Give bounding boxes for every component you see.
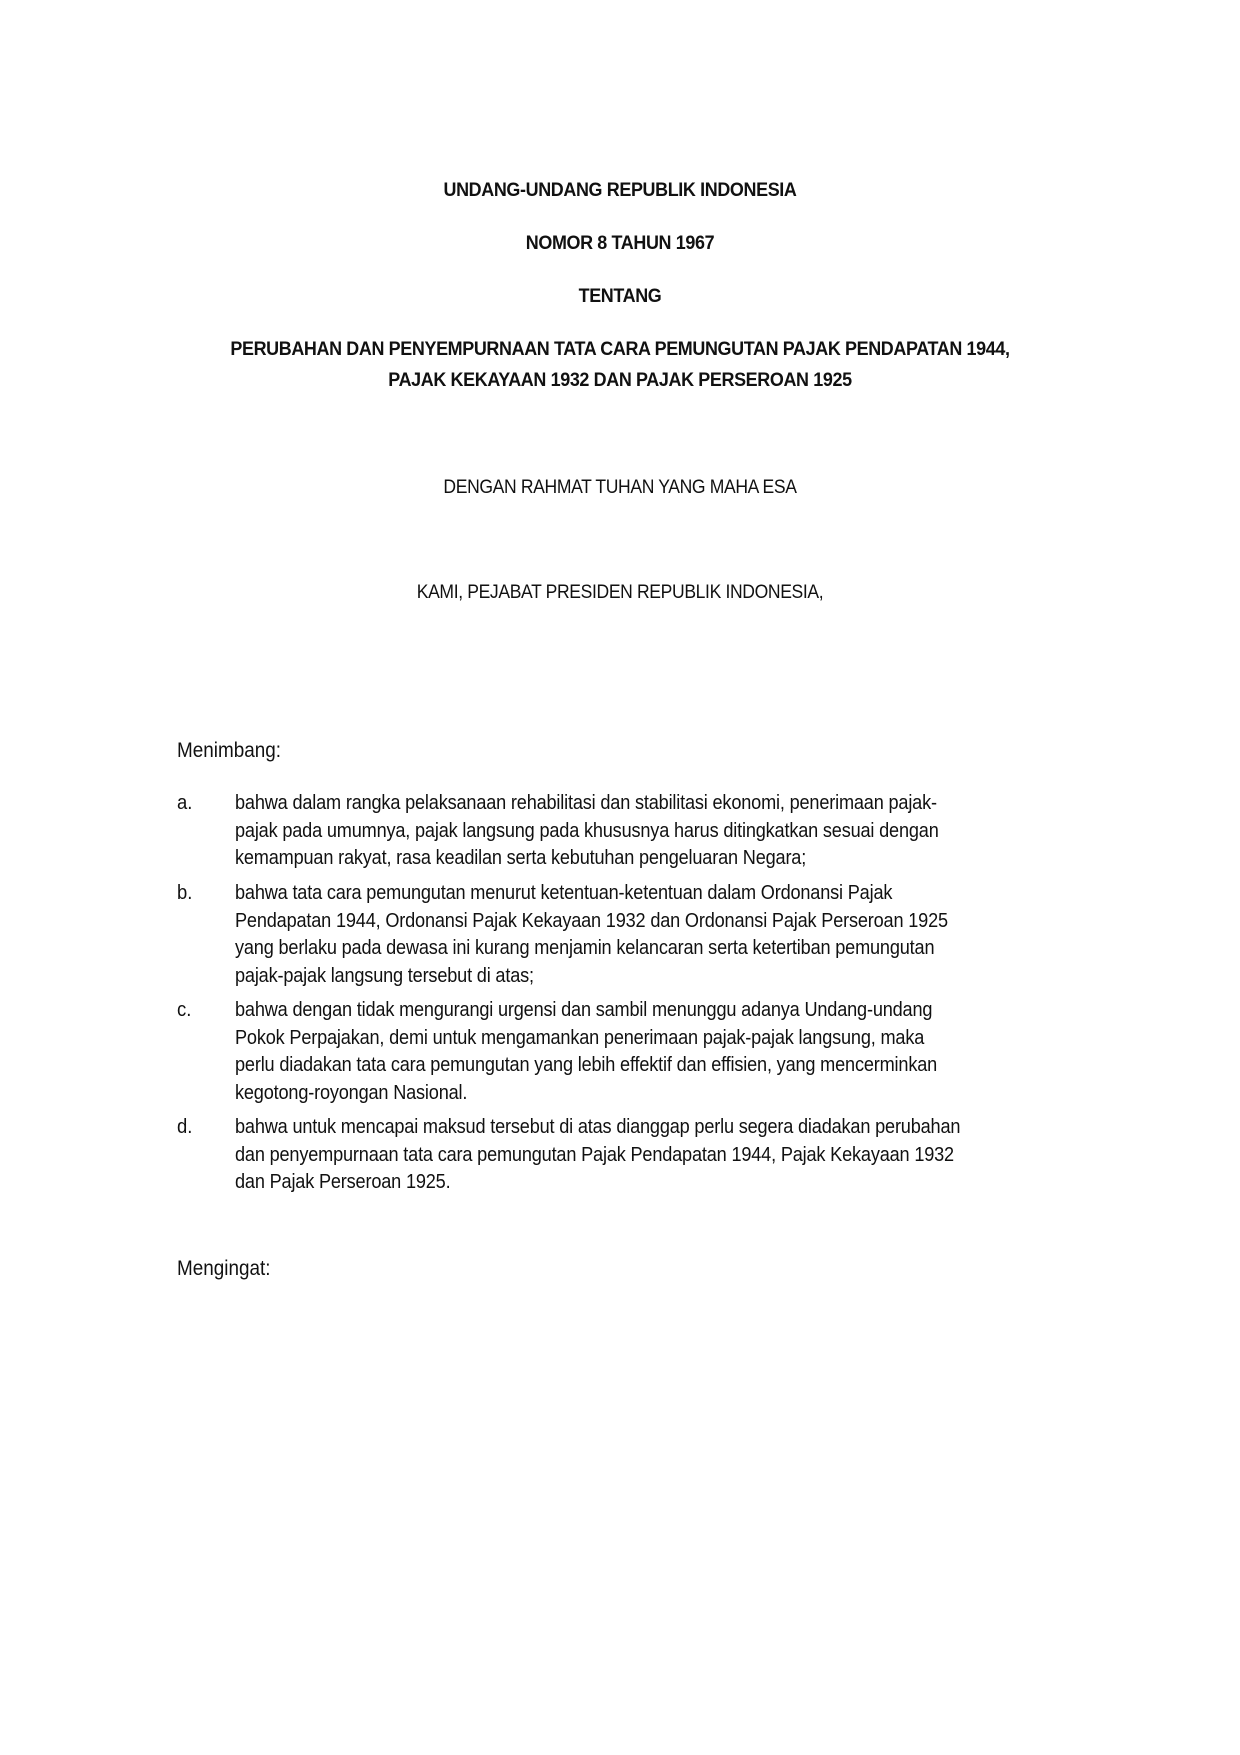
law-title: UNDANG-UNDANG REPUBLIK INDONESIA <box>443 179 797 201</box>
preamble-issuer: KAMI, PEJABAT PRESIDEN REPUBLIK INDONESIA, <box>416 581 824 603</box>
law-number: NOMOR 8 TAHUN 1967 <box>525 232 715 254</box>
item-marker: c. <box>177 998 192 1021</box>
item-marker: b. <box>177 881 193 904</box>
item-text <box>235 789 1115 872</box>
item-line: kegotong-royongan Nasional. <box>235 1080 468 1104</box>
mengingat-label: Mengingat: <box>177 1257 271 1280</box>
law-about: TENTANG <box>578 285 662 307</box>
item-text <box>235 996 1115 1106</box>
item-line: kemampuan rakyat, rasa keadilan serta kebutuhan pengeluaran Negara; <box>235 846 807 869</box>
item-text <box>235 879 1115 989</box>
item-line: perlu diadakan tata cara pemungutan yang lebih effektif dan effisien, yang mencerminkan <box>235 1053 938 1076</box>
item-line: Pokok Perpajakan, demi untuk mengamankan penerimaan pajak-pajak langsung, maka <box>235 1025 925 1049</box>
item-line: pajak pada umumnya, pajak langsung pada khususnya harus ditingkatkan sesuai dengan <box>235 818 939 842</box>
item-line: bahwa untuk mencapai maksud tersebut di atas dianggap perlu segera diadakan perubahan <box>235 1115 961 1138</box>
item-marker: a. <box>177 791 193 814</box>
item-marker: d. <box>177 1115 193 1138</box>
law-subject-line-1: PERUBAHAN DAN PENYEMPURNAAN TATA CARA PEMUNGUTAN PAJAK PENDAPATAN 1944, <box>230 338 1010 360</box>
menimbang-label: Menimbang: <box>177 739 282 762</box>
item-line: bahwa tata cara pemungutan menurut ketentuan-ketentuan dalam Ordonansi Pajak <box>235 881 893 904</box>
item-line: pajak-pajak langsung tersebut di atas; <box>235 963 534 987</box>
item-text <box>235 1113 1115 1196</box>
item-line: bahwa dengan tidak mengurangi urgensi dan sambil menunggu adanya Undang-undang <box>235 998 933 1021</box>
item-line: dan penyempurnaan tata cara pemungutan Pajak Pendapatan 1944, Pajak Kekayaan 1932 <box>235 1142 954 1166</box>
item-line: Pendapatan 1944, Ordonansi Pajak Kekayaan 1932 dan Ordonansi Pajak Perseroan 1925 <box>235 908 948 932</box>
preamble-blessing: DENGAN RAHMAT TUHAN YANG MAHA ESA <box>443 476 797 498</box>
law-subject-line-2: PAJAK KEKAYAAN 1932 DAN PAJAK PERSEROAN 1925 <box>388 369 852 391</box>
item-line: bahwa dalam rangka pelaksanaan rehabilitasi dan stabilitasi ekonomi, penerimaan pajak- <box>235 791 937 814</box>
item-line: dan Pajak Perseroan 1925. <box>235 1170 451 1193</box>
item-line: yang berlaku pada dewasa ini kurang menjamin kelancaran serta ketertiban pemungutan <box>235 936 935 959</box>
